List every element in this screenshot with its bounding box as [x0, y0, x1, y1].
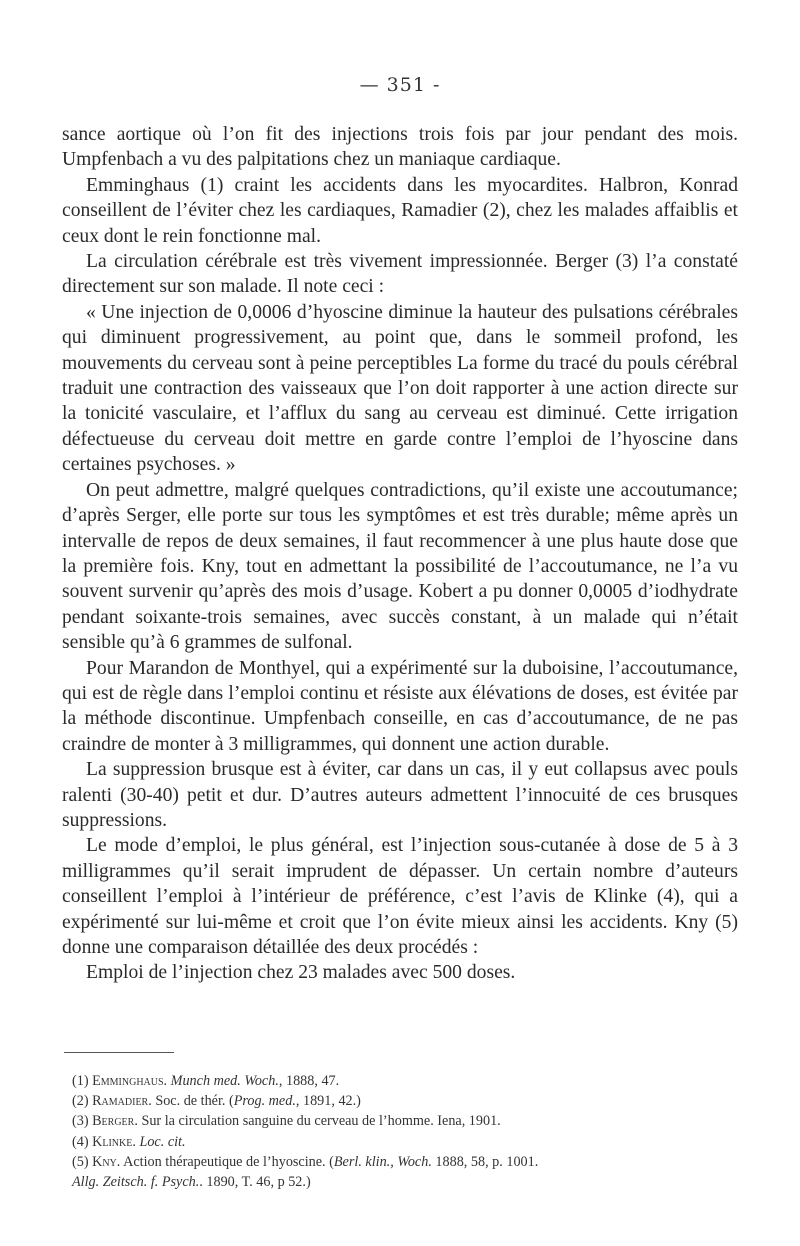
footnote	[72, 1091, 732, 1111]
paragraph: La circulation cérébrale est très vivement impressionnée. Berger (3) l’a constaté directement sur son malade. Il note ceci :	[62, 251, 738, 298]
footnote-author: Kny.	[92, 1153, 121, 1170]
footnote-title: Action thérapeutique de l’hyoscine. (	[123, 1153, 334, 1170]
footnote-source: Berl. klin., Woch.	[333, 1153, 432, 1170]
footnote-author: Emminghaus.	[92, 1073, 168, 1089]
page-number: — 351 -	[359, 74, 441, 96]
footnote-detail: . 1890, T. 46, p 52.)	[199, 1174, 311, 1191]
footnote-author: Berger.	[92, 1113, 138, 1130]
footnote-number: (2)	[72, 1093, 89, 1110]
footnote-detail: 1888, 58, p. 1001.	[431, 1153, 539, 1170]
footnote-source: Loc. cit.	[139, 1133, 186, 1150]
paragraph: Pour Marandon de Monthyel, qui a expérimenté sur la duboisine, l’accoutumance, qui est de règle dans l’emploi continu et résiste aux élévations de doses, est évitée par la méthode discontinue. Umpfenbach conseille, en cas d’accoutumance, de ne pas craindre de monter à 3 milligrammes, qui donnent une action durable.	[62, 657, 738, 755]
footnote-number: (4)	[72, 1133, 89, 1150]
footnote-source: Allg. Zeitsch. f. Psych.	[72, 1174, 200, 1191]
paragraph: sance aortique où l’on fit des injections trois fois par jour pendant des mois. Umpfenbach a vu des palpitations chez un maniaque cardiaque.	[62, 124, 738, 171]
footnote-title: Soc. de thér. (	[155, 1093, 234, 1110]
footnote-number: (1)	[72, 1073, 89, 1089]
footnotes	[72, 1071, 732, 1192]
footnote-detail: , 1891, 42.)	[295, 1093, 361, 1110]
paragraph: Emploi de l’injection chez 23 malades avec 500 doses.	[86, 962, 516, 984]
paragraph: On peut admettre, malgré quelques contradictions, qu’il existe une accoutumance; d’après Serger, elle porte sur tous les symptômes et est très durable; même après un intervalle de repos de deux semaines, il faut recommencer à une plus haute dose que la première fois. Kny, tout en admettant la possibilité de l’accoutumance, ne l’a vu souvent survenir qu’après des mois d’usage. Kobert a pu donner 0,0005 d’iodhydrate pendant soixante-trois semaines, avec succès constant, à un malade qui n’était sensible qu’à 6 grammes de sulfonal.	[62, 479, 738, 654]
paragraph: La suppression brusque est à éviter, car dans un cas, il y eut collapsus avec pouls ralenti (30-40) petit et dur. D’autres auteurs admettent l’innocuité de ces brusques suppressions.	[62, 759, 738, 831]
paragraph: « Une injection de 0,0006 d’hyoscine diminue la hauteur des pulsations cérébrales qui diminuent progressivement, au point que, dans le sommeil profond, les mouvements du cerveau sont à peine perceptibles La forme du tracé du pouls cérébral traduit une contraction des vaisseaux que l’on doit rapporter à une action directe sur la tonicité vasculaire, et l’afflux du sang au cerveau est diminué. Cette irrigation défectueuse du cerveau doit mettre en garde contre l’emploi de l’hyoscine dans certaines psychoses. »	[62, 301, 738, 476]
footnote	[72, 1152, 732, 1192]
paragraph: Le mode d’emploi, le plus général, est l’injection sous-cutanée à dose de 5 à 3 milligrammes qu’il serait imprudent de dépasser. Un certain nombre d’auteurs conseillent l’emploi à l’intérieur de préférence, c’est l’avis de Klinke (4), qui a expérimenté sur lui-même et croit que l’on évite mieux ainsi les accidents. Kny (5) donne une comparaison détaillée des deux procédés :	[62, 835, 738, 958]
footnote-author: Ramadier.	[92, 1093, 152, 1110]
footnote-number: (3)	[72, 1113, 89, 1130]
footnote-detail: Sur la circulation sanguine du cerveau de l’homme. Iena, 1901.	[141, 1113, 501, 1130]
footnote-author: Klinke.	[92, 1133, 136, 1150]
footnote	[72, 1111, 732, 1131]
footnote-source: Munch med. Woch.	[170, 1073, 279, 1089]
footnote-source: Prog. med.	[233, 1093, 296, 1110]
footnote-detail: , 1888, 47.	[278, 1073, 340, 1089]
footnote	[72, 1132, 732, 1152]
footnote-rule	[64, 1052, 174, 1053]
footnote-number: (5)	[72, 1153, 89, 1170]
footnote	[72, 1071, 732, 1091]
paragraph: Emminghaus (1) craint les accidents dans les myocardites. Halbron, Konrad conseillent de l’éviter chez les cardiaques, Ramadier (2), chez les malades affaiblis et ceux dont le rein fonctionne mal.	[62, 174, 738, 247]
body-text	[62, 122, 738, 986]
